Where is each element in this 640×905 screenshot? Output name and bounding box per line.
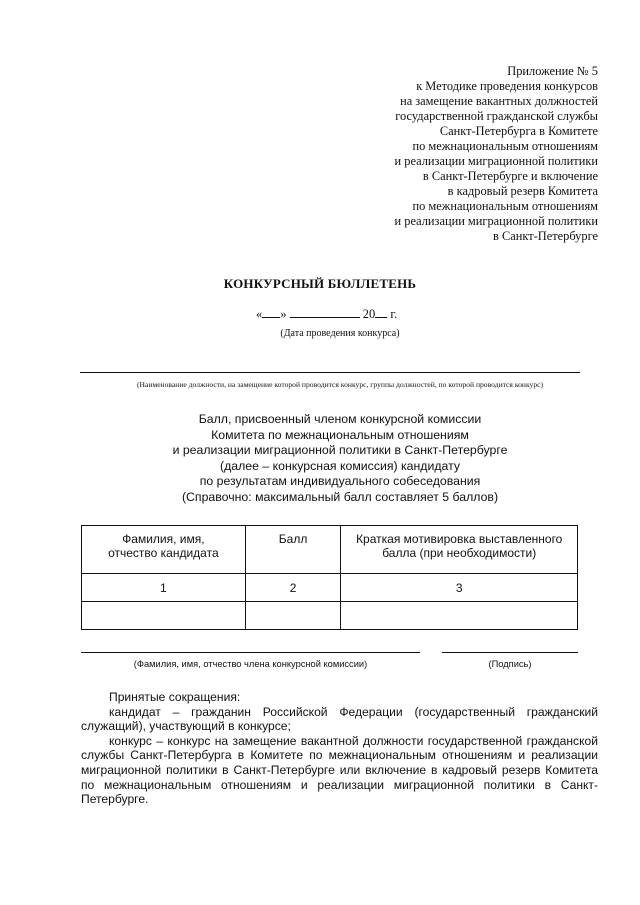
header-score: Балл <box>245 526 341 574</box>
appendix-line: на замещение вакантных должностей <box>400 94 598 108</box>
appendix-line: Санкт-Петербурга в Комитете <box>439 124 598 138</box>
header-candidate: Фамилия, имя, отчество кандидата <box>82 526 246 574</box>
intro-line: Комитета по межнациональным отношениям <box>211 427 469 442</box>
intro-line: по результатам индивидуального собеседования <box>199 474 481 489</box>
position-line <box>80 372 580 373</box>
appendix-header <box>395 64 598 244</box>
score-cell[interactable] <box>245 602 341 630</box>
abbreviations-section <box>81 690 598 807</box>
appendix-line: в кадровый резерв Комитета <box>447 184 598 198</box>
name-caption: (Фамилия, имя, отчество члена конкурсной комиссии) <box>133 659 368 669</box>
appendix-line: к Методике проведения конкурсов <box>416 79 598 93</box>
intro-line: (далее – конкурсная комиссия) кандидату <box>219 458 460 473</box>
intro-line: Балл, присвоенный членом конкурсной комиссии <box>198 412 482 426</box>
date-open-quote: « <box>256 307 263 321</box>
abbreviation-item: кандидат – гражданин Российской Федерации (государственный гражданский служащий), участвующий в конкурсе; <box>81 704 598 734</box>
score-table <box>81 525 578 630</box>
appendix-line: и реализации миграционной политики <box>394 214 598 228</box>
appendix-line: государственной гражданской службы <box>395 109 598 123</box>
year-prefix: 20 <box>362 307 376 321</box>
candidate-cell[interactable] <box>82 602 246 630</box>
date-close-quote: » <box>280 307 287 321</box>
document-title: КОНКУРСНЫЙ БЮЛЛЕТЕНЬ <box>223 276 417 291</box>
column-number: 3 <box>341 574 578 602</box>
month-blank <box>290 306 360 318</box>
appendix-line: в Санкт-Петербурге и включение <box>422 169 598 183</box>
year-suffix: г. <box>390 307 398 321</box>
column-number: 2 <box>245 574 341 602</box>
name-signature-line <box>81 652 420 653</box>
table-row <box>82 602 578 630</box>
appendix-line: и реализации миграционной политики <box>394 154 598 168</box>
abbreviations-heading: Принятые сокращения: <box>109 690 241 704</box>
intro-line: и реализации миграционной политики в Санкт-Петербурге <box>172 443 508 458</box>
sign-caption: (Подпись) <box>488 659 532 669</box>
appendix-line: по межнациональным отношениям <box>412 199 598 213</box>
column-number: 1 <box>82 574 246 602</box>
appendix-line: Приложение № 5 <box>507 64 598 78</box>
motivation-cell[interactable] <box>341 602 578 630</box>
intro-line: (Справочно: максимальный балл составляет 5 баллов) <box>181 489 499 504</box>
table-number-row <box>82 574 578 602</box>
day-blank <box>262 306 280 318</box>
date-line <box>256 306 397 322</box>
intro-text <box>0 412 640 506</box>
position-caption: (Наименование должности, на замещение которой проводится конкурс, группы должностей, по которой проводится конкурс) <box>136 380 544 389</box>
header-motivation: Краткая мотивировка выставленного балла (при необходимости) <box>341 526 578 574</box>
sign-signature-line <box>442 652 578 653</box>
appendix-line: по межнациональным отношениям <box>412 139 598 153</box>
appendix-line: в Санкт-Петербурге <box>493 229 598 243</box>
table-header-row <box>82 526 578 574</box>
abbreviation-item: конкурс – конкурс на замещение вакантной должности государственной гражданской службы Санкт-Петербурга в Комитете по межнациональным отношениям и реализации миграционной политики в Санкт-Петербурге или включение в кадровый резерв Комитета по межнациональным отношениям и реализации миграционной политики в Санкт-Петербурге. <box>81 733 598 807</box>
year-blank <box>375 306 387 318</box>
date-caption: (Дата проведения конкурса) <box>280 328 400 339</box>
